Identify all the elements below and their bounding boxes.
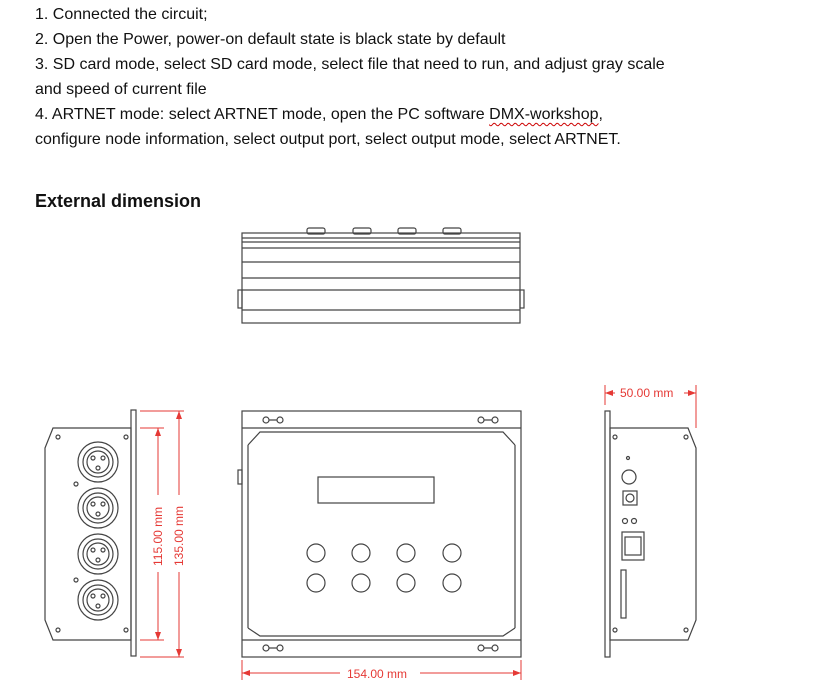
xlr-connector — [78, 488, 118, 528]
xlr-connector — [78, 580, 118, 620]
step-4-prefix: 4. ARTNET mode: select ARTNET mode, open the PC software — [35, 106, 490, 123]
xlr-connector — [78, 534, 118, 574]
top-view — [238, 228, 524, 323]
front-button — [352, 574, 370, 592]
step-4-continuation: configure node information, select output port, select output mode, select ARTNET. — [35, 131, 621, 148]
front-view — [238, 411, 521, 657]
power-switch — [622, 470, 636, 484]
front-button — [443, 574, 461, 592]
step-3-continuation: and speed of current file — [35, 81, 207, 98]
front-button — [307, 544, 325, 562]
side-view-xlr — [45, 410, 136, 656]
sd-card-slot — [621, 570, 626, 618]
step-3-text: 3. SD card mode, select SD card mode, select file that need to run, and adjust gray scale — [35, 56, 665, 73]
section-title: External dimension — [35, 191, 202, 211]
step-4-suffix: , — [598, 106, 603, 123]
depth-label: 50.00 mm — [620, 386, 674, 400]
lcd-display — [318, 477, 434, 503]
height-135-label: 135.00 mm — [172, 505, 186, 566]
front-button — [397, 544, 415, 562]
width-label: 154.00 mm — [347, 667, 408, 681]
front-button — [307, 574, 325, 592]
height-115-label: 115.00 mm — [151, 506, 165, 566]
side-view-ports — [605, 411, 696, 657]
dc-port — [623, 491, 637, 505]
dmx-workshop-link[interactable]: DMX-workshop — [489, 106, 599, 123]
xlr-connector — [78, 442, 118, 482]
step-1-text: 1. Connected the circuit; — [35, 6, 208, 23]
front-button — [443, 544, 461, 562]
front-button — [352, 544, 370, 562]
front-button — [397, 574, 415, 592]
step-2-text: 2. Open the Power, power-on default state is black state by default — [35, 31, 506, 48]
